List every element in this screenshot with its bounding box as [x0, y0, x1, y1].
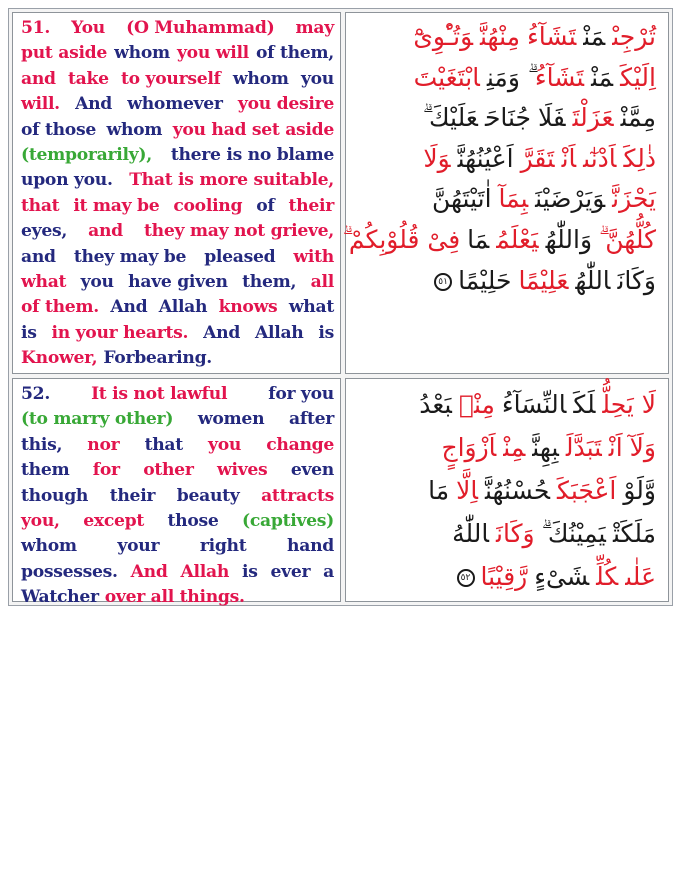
arabic-word: اللّٰهُ: [452, 519, 489, 548]
arabic-word: اِلَّا: [456, 476, 478, 505]
english-line: [21, 509, 334, 534]
arabic-word: النِّسَآءُ: [501, 390, 567, 419]
english-phrase: Allah: [254, 322, 304, 343]
english-phrase: and: [21, 68, 56, 89]
english-line: [21, 295, 334, 320]
english-phrase: Watcher: [21, 587, 99, 608]
english-phrase: you will: [176, 43, 249, 64]
english-phrase: will.: [21, 94, 60, 115]
english-phrase: and: [21, 246, 56, 267]
english-line: [21, 433, 334, 458]
english-phrase: you: [300, 68, 334, 89]
english-phrase: you desire: [237, 94, 334, 115]
english-phrase: It is not lawful: [91, 384, 228, 404]
english-phrase: for you: [268, 384, 334, 404]
english-phrase: of them,: [256, 43, 334, 64]
english-phrase: change: [266, 434, 334, 455]
arabic-word: ذٰلِكَ: [623, 143, 656, 173]
english-phrase: is: [241, 561, 258, 582]
english-line: [21, 67, 334, 92]
arabic-word: جُنَاحَ: [484, 103, 532, 133]
english-line: [21, 245, 334, 270]
english-phrase: 52.: [21, 384, 51, 404]
english-phrase: you: [208, 434, 242, 455]
english-phrase: right: [199, 536, 247, 557]
english-phrase: they may not grieve,: [144, 221, 334, 242]
arabic-word: ابْتَغَيْتَ: [413, 62, 480, 92]
english-phrase: all: [310, 272, 334, 293]
english-phrase: cooling: [173, 195, 243, 216]
arabic-word: اَدْنٰٓى: [583, 143, 617, 173]
arabic-word: يَعْلَمُ: [496, 224, 539, 254]
english-line: [21, 534, 334, 559]
english-line: [21, 118, 334, 143]
english-phrase: with: [293, 246, 334, 267]
arabic-line: [354, 139, 656, 180]
arabic-word: وَتُـْٔوِىْٓ: [413, 22, 474, 51]
english-phrase: take: [68, 68, 109, 89]
arabic-word: فِىْ قُلُوْبِكُمْ ۗ: [342, 224, 461, 254]
english-phrase: 51.: [21, 18, 51, 38]
english-phrase: put aside: [21, 43, 108, 64]
english-phrase: over all things.: [104, 587, 245, 608]
english-phrase: is: [21, 322, 37, 343]
english-phrase: that: [21, 195, 60, 216]
arabic-word: حُسْنُهُنَّ: [484, 476, 551, 505]
english-phrase: even: [290, 460, 334, 481]
arabic-word: بِمَآ: [498, 184, 529, 214]
arabic-word: اَنْ: [608, 433, 623, 462]
english-phrase: ever: [270, 561, 311, 582]
arabic-word: عَلٰى: [625, 562, 656, 591]
english-phrase: what: [288, 297, 334, 318]
english-line: [21, 41, 334, 66]
english-phrase: what: [21, 272, 67, 293]
english-phrase: Allah: [158, 297, 208, 318]
arabic-line: [354, 426, 656, 469]
english-line: [21, 143, 334, 168]
english-phrase: possesses.: [21, 561, 118, 582]
ayah-number-marker: ٥١: [434, 273, 452, 291]
arabic-word: بِهِنَّ: [532, 433, 559, 462]
english-phrase: whom: [21, 536, 77, 557]
verse-row-51: [12, 12, 669, 374]
arabic-text-cell: [342, 12, 669, 374]
english-phrase: knows: [218, 297, 278, 318]
english-phrase: (temporarily),: [21, 145, 152, 166]
english-phrase: is: [318, 322, 334, 343]
english-phrase: have given: [128, 272, 228, 293]
arabic-word: اَزْوَاجٍ: [441, 433, 497, 462]
english-phrase: this,: [21, 434, 63, 455]
english-line: [21, 560, 334, 585]
arabic-word: لَكَ: [573, 390, 596, 419]
arabic-word: اٰتَيْتَهُنَّ: [431, 184, 492, 214]
english-phrase: their: [109, 485, 156, 506]
arabic-line: [354, 261, 656, 302]
arabic-line: [354, 179, 656, 220]
english-phrase: eyes,: [21, 221, 68, 242]
arabic-text-cell: [345, 378, 669, 602]
arabic-word: وَّلَوْ: [623, 476, 656, 505]
arabic-word: وَلَا: [423, 143, 451, 173]
arabic-word: مَنْ: [591, 62, 614, 92]
english-line: [21, 321, 334, 346]
english-phrase: except: [83, 511, 144, 532]
arabic-word: وَكَانَ: [496, 519, 535, 548]
arabic-word: بَعْدُ: [419, 390, 452, 419]
arabic-line: [354, 58, 656, 99]
english-phrase: pleased: [204, 246, 276, 267]
arabic-word: اَنْ: [561, 143, 577, 173]
english-line: [21, 346, 334, 371]
english-phrase: Allah: [180, 561, 230, 582]
english-phrase: though: [21, 485, 89, 506]
arabic-word: اَعْيُنُهُنَّ: [457, 143, 514, 173]
english-phrase: (O Muhammad): [126, 18, 275, 38]
arabic-word: مَا: [428, 476, 450, 505]
english-phrase: beauty: [176, 485, 240, 506]
english-phrase: women: [197, 409, 265, 430]
english-phrase: other: [143, 460, 194, 481]
arabic-word: يَحْزَنَّ: [612, 184, 656, 214]
english-phrase: And: [110, 297, 148, 318]
english-phrase: (to marry other): [21, 409, 174, 430]
english-line: [21, 407, 334, 432]
arabic-word: تُرْجِىْ: [612, 22, 656, 51]
english-phrase: and: [88, 221, 123, 242]
arabic-word: وَلَآ: [629, 433, 656, 462]
arabic-word: مَنْ: [583, 22, 606, 51]
english-phrase: nor: [87, 434, 120, 455]
english-line: [21, 194, 334, 219]
english-phrase: you: [80, 272, 114, 293]
english-phrase: it may be: [73, 195, 160, 216]
arabic-line: [354, 469, 656, 512]
english-phrase: of: [256, 195, 275, 216]
english-phrase: whom: [114, 43, 170, 64]
ayah-number-marker: ٥٢: [457, 569, 475, 587]
english-line: [21, 458, 334, 483]
english-phrase: they may be: [73, 246, 187, 267]
english-line: [21, 92, 334, 117]
english-phrase: And: [130, 561, 168, 582]
english-line: [21, 585, 334, 610]
arabic-word: اِلَيْكَ: [620, 62, 656, 92]
english-phrase: them,: [242, 272, 297, 293]
english-phrase: That is more suitable,: [129, 170, 334, 191]
arabic-line: [354, 17, 656, 58]
english-phrase: them: [21, 460, 70, 481]
arabic-word: مِنْهُنَّ: [480, 22, 521, 51]
arabic-word: اللّٰهُ: [575, 265, 611, 295]
arabic-word: عَزَلْتَ: [572, 103, 614, 133]
english-phrase: you,: [21, 511, 60, 532]
arabic-word: تَبَدَّلَ: [565, 433, 602, 462]
english-translation-cell: [12, 12, 341, 374]
english-phrase: Forbearing.: [103, 348, 212, 369]
english-translation-cell: [12, 378, 341, 608]
english-phrase: whom: [232, 68, 289, 89]
english-phrase: of those: [21, 119, 96, 140]
arabic-word: تَشَآءُ: [534, 62, 585, 92]
english-phrase: those: [167, 511, 219, 532]
english-phrase: to yourself: [121, 68, 221, 89]
english-phrase: that: [144, 434, 183, 455]
english-phrase: And: [75, 94, 113, 115]
translation-table: [8, 8, 673, 606]
arabic-word: رَّقِيْبًا: [480, 562, 528, 591]
arabic-word: عَلَيْكَ ۗ: [422, 103, 478, 133]
arabic-line: [342, 220, 656, 261]
english-phrase: (captives): [242, 511, 334, 532]
arabic-word: عَلِيْمًا: [518, 265, 569, 295]
english-line: [21, 219, 334, 244]
arabic-word: وَاللّٰهُ: [545, 224, 593, 254]
arabic-word: كُلُّهُنَّ ۗ: [599, 224, 656, 254]
arabic-word: مِنْ: [503, 433, 526, 462]
arabic-word: مَلَكَتْ: [612, 519, 656, 548]
arabic-word: حَلِيْمًا: [458, 265, 512, 295]
english-phrase: upon you.: [21, 170, 113, 191]
arabic-line: [354, 383, 656, 426]
english-line: [21, 484, 334, 509]
english-phrase: you had set aside: [172, 119, 334, 140]
english-phrase: wives: [216, 460, 268, 481]
english-phrase: your: [117, 536, 160, 557]
arabic-line: [354, 512, 656, 555]
english-phrase: Knower,: [21, 348, 98, 369]
arabic-word: يَمِيْنُكَ ۗ: [541, 519, 606, 548]
english-phrase: And: [203, 322, 241, 343]
arabic-word: تَقَرَّ: [520, 143, 555, 173]
arabic-word: اَعْجَبَكَ: [557, 476, 617, 505]
arabic-line: [354, 98, 656, 139]
arabic-word: شَىْءٍ: [534, 562, 590, 591]
arabic-word: كُلِّ: [596, 562, 619, 591]
english-line: [21, 270, 334, 295]
english-phrase: may: [295, 18, 334, 38]
arabic-word: مِمَّنْ: [620, 103, 656, 133]
english-phrase: hand: [287, 536, 334, 557]
english-phrase: whomever: [127, 94, 223, 115]
english-phrase: attracts: [261, 485, 334, 506]
english-phrase: whom: [106, 119, 163, 140]
english-phrase: a: [323, 561, 334, 582]
english-line: [21, 16, 334, 41]
english-phrase: of them.: [21, 297, 99, 318]
english-phrase: there is no blame: [170, 145, 334, 166]
english-phrase: for: [92, 460, 120, 481]
english-line: [21, 382, 334, 407]
arabic-word: ۗ وَمَنِ: [486, 62, 528, 92]
english-line: [21, 168, 334, 193]
arabic-line: [354, 555, 656, 598]
english-phrase: after: [289, 409, 334, 430]
arabic-word: مَا: [467, 224, 490, 254]
arabic-word: وَكَانَ: [617, 265, 656, 295]
english-phrase: their: [288, 195, 334, 216]
english-phrase: in your hearts.: [51, 322, 189, 343]
verse-row-52: [12, 378, 669, 608]
arabic-word: فَلَا: [538, 103, 566, 133]
arabic-word: مِنْۢ: [458, 390, 495, 419]
arabic-word: وَيَرْضَيْنَ: [535, 184, 606, 214]
english-phrase: You: [71, 18, 105, 38]
arabic-word: تَشَآءُ: [527, 22, 577, 51]
arabic-word: لَا يَحِلُّ: [602, 390, 656, 419]
